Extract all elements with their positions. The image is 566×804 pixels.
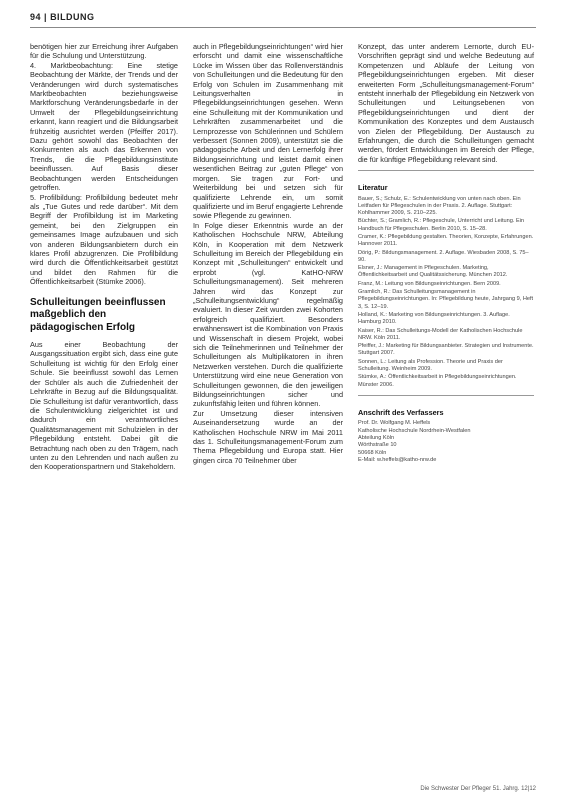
- paragraph: In Folge dieser Erkenntnis wurde an der Katholischen Hochschule NRW, Abteilung Köln, in Kooperation mit dem Netzwerk Schulleitung im Bereich der Pflegebildung ein Konzept mit „Schulleitungen“ entwickelt und erprobt (vgl. KatHO-NRW Schulleitungsmanagement). Seit mehreren Jahren wird das Konzept zur „Schulleitungsentwicklung“ regelmäßig evaluiert. In dieser Zeit wurden zwei Kohorten erfolgreich qualifiziert. Besonders erwähnenswert ist die Kombination von Praxis und Wissenschaft in diesem Projekt, wobei sich die Teilnehmerinnen und Teilnehmer der Schulleitungen als Multiplikatoren in ihren Netzwerken verstehen. Durch die qualifizierte Unterstützung wird eine neue Generation von Schulleitungen gewonnen, die den jeweiligen Bildungseinrichtungen sicher und zukunftsfähig leiten und führen können.: [193, 220, 343, 409]
- text-column-right: [358, 42, 534, 465]
- text-column-middle: [193, 42, 343, 465]
- paragraph: Konzept, das unter anderem Lernorte, durch EU-Vorschriften geprägt sind und welche Bedeutung auf Kompetenzen und Abläufe der Leitung von Pflegebildungseinrichtungen ergeben. Mit dieser erweiterten Form „Schulleitungsmanagement-Forum“ entsteht innerhalb der Pflegebildung ein Netzwerk von Schulleitungen und Leitungsebenen von Pflegebildungseinrichtungen und dient der Kommunikation des Konzeptes und dem Austausch von Zielen der Pflegebildung. Der Austausch zu Erfahrungen, die durch die Schulleitungen gemacht werden, fördert Entwicklungen im Bereich der Pflege, die für künftige Pflegebildung relevant sind.: [358, 42, 534, 164]
- literature-item: Kaiser, R.: Das Schulleitungs-Modell der Katholischen Hochschule NRW. Köln 2011.: [358, 327, 523, 341]
- literature-item: Elsner, J.: Management in Pflegeschulen. Marketing, Öffentlichkeitsarbeit und Qualitätssicherung. München 2012.: [358, 265, 508, 279]
- running-footer: Die Schwester Der Pfleger 51. Jahrg. 12|12: [420, 786, 536, 792]
- address-line: Katholische Hochschule Nordrhein-Westfalen: [358, 427, 471, 434]
- address-line: E-Mail: w.heffels@katho-nrw.de: [358, 457, 437, 464]
- divider: [358, 170, 534, 171]
- literature-item: Sonnen, L.: Leitung als Profession. Theorie und Praxis der Schulleitung. Weinheim 2009.: [358, 358, 503, 373]
- paragraph: 5. Profilbildung: Profilbildung bedeutet mehr als „Tue Gutes und rede darüber“. Mit dem Begriff der Profilbildung ist im Marketing gemeint, bei den Zielgruppen ein gemeinsames Image aufzubauen und sich von anderen Bildungsanbietern durch ein klares Profil abzugrenzen. Die Profilbildung wird durch die Öffentlichkeitsarbeit gestützt und bildet den Rahmen für die Öffentlichkeitsarbeit (Stümke 2006).: [30, 192, 178, 287]
- address-line: Wörthstraße 10: [358, 442, 397, 449]
- paragraph: auch in Pflegebildungseinrichtungen“ wird hier erforscht und damit eine wissenschaftliche Lücke im Wissen über das Rollenverständnis von Schulleitungen und die Bedeutung für den Erfolg von Schulen im Zusammenhang mit Leitungsverhalten in Pflegebildungseinrichtungen gesehen. Wenn eine Schulleitung mit der Kommunikation und Lehrkräften zusammenarbeitet und die Lernprozesse von Schülerinnen und Schülern verbessert (Sonnen 2009), unterstützt sie die pädagogische Arbeit und den Lernerfolg ihrer Bildungseinrichtung und leistet damit einen wesentlichen Beitrag zur „guten Pflege“ von morgen. Sie tragen zur Fort- und Weiterbildung bei und setzen sich für qualifizierte Lehrende ein, um somit qualifizierte und im Beruf engagierte Lehrende sowie Pflegende zu gewinnen.: [193, 42, 343, 221]
- literature-list: [358, 196, 534, 389]
- divider: [358, 395, 534, 396]
- address-heading: Anschrift des Verfassers: [358, 407, 444, 417]
- literature-item: Pfeiffer, J.: Marketing für Bildungsanbieter. Strategien und Instrumente. Stuttgart 2007.: [358, 343, 534, 357]
- literature-item: Gramlich, R.: Das Schulleitungsmanagement in Pflegebildungseinrichtungen. In: Pflegebildung heute, Jahrgang 9, Heft 3, S. 12–19.: [358, 289, 534, 310]
- literature-item: Bauer, S.; Schulz, E.: Schulentwicklung von unten nach oben. Ein Leitfaden für Pflegeschulen in der Praxis. 2. Auflage. Stuttgart: Kohlhammer 2009, S. 210–225.: [358, 195, 521, 217]
- literature-item: Dörig, P.: Bildungsmanagement. 2. Auflage. Wiesbaden 2008, S. 75–90.: [358, 249, 529, 263]
- paragraph: 4. Marktbeobachtung: Eine stetige Beobachtung der Märkte, der Trends und der Veränderungen wird durch systematisches Marktbeobachten beziehungsweise Marktforschung Veränderungsbedarfe in der Umwelt der Pflegebildungseinrichtung erkannt, kann reagiert und die Bildungsarbeit frühzeitig ausrichtet werden (Pfeiffer 2017). Dazu gehört sowohl das Beobachten der Konkurrenten als auch das Erkennen von Trends, die die Pflegebildungsinstitute beeinflussen. Auf Basis dieser Beobachtungen werden Entscheidungen getroffen.: [30, 60, 178, 193]
- address-line: 50668 Köln: [358, 449, 387, 456]
- page-number: 94: [30, 12, 42, 22]
- literature-item: Stümke, A.: Öffentlichkeitsarbeit in Pflegebildungseinrichtungen. Münster 2006.: [358, 374, 517, 388]
- paragraph: Aus einer Beobachtung der Ausgangssituation ergibt sich, dass eine gute Schulleitung ist wichtig für den Erfolg einer Schule. Sie beeinflusst sowohl das Lernen der Schüler als auch die Zufriedenheit der Lehrkräfte in Bezug auf die Bildungsqualität. Die Schulleitung ist dafür verantwortlich, dass die Schulentwicklung zielgerichtet ist und dadurch ein verantwortliches Qualitätsmanagement mit Schulzielen in der Pflegebildung entsteht. Dabei gilt die Betrachtung nach oben zu den Trägern, nach unten zu den Lehrenden und nach außen zu den Kooperationspartnern und Stakeholdern.: [30, 340, 178, 472]
- paragraph: Zur Umsetzung dieser intensiven Auseinandersetzung wurde an der Katholischen Hochschule NRW im Mai 2011 das 1. Schulleitungsmanagement-Forum zum Thema Pflegebildung und Europa statt. Hier gingen circa 70 Teilnehmer über: [193, 408, 343, 465]
- author-address: [358, 420, 534, 464]
- paragraph: benötigen hier zur Erreichung ihrer Aufgaben für die Schulung und Unterstützung.: [30, 42, 178, 61]
- literature-item: Holland, K.: Marketing von Bildungseinrichtungen. 3. Auflage. Hamburg 2010.: [358, 312, 510, 326]
- section-subheading: Schulleitungen beeinflussen maßgeblich den pädagogischen Erfolg: [30, 296, 166, 333]
- literature-heading: Literatur: [358, 183, 388, 193]
- literature-item: Franz, M.: Leitung von Bildungseinrichtungen. Bern 2009.: [358, 280, 501, 287]
- section-label: BILDUNG: [50, 12, 95, 22]
- literature-item: Cramer, K.: Pflegebildung gestalten. Theorien, Konzepte, Erfahrungen. Hannover 2011.: [358, 234, 534, 248]
- running-header: 94 | BILDUNG: [30, 12, 95, 22]
- text-column-left: [30, 42, 178, 472]
- literature-item: Büchter, S.; Gramlich, R.: Pflegeschule, Unterricht und Leitung. Ein Handbuch für Pflegeschulen. Berlin 2010, S. 15–28.: [358, 218, 525, 232]
- address-line: Prof. Dr. Wolfgang M. Heffels: [358, 420, 431, 427]
- address-line: Abteilung Köln: [358, 435, 395, 442]
- header-rule: [30, 27, 536, 28]
